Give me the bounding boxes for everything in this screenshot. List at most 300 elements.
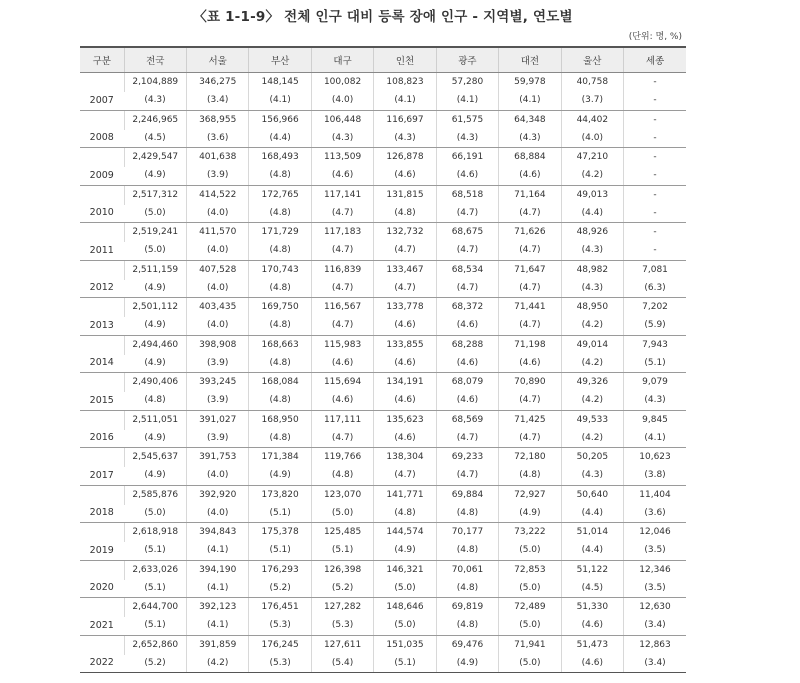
count-cell: 2,585,876 bbox=[124, 485, 186, 505]
percent-cell: (4.8) bbox=[249, 355, 311, 373]
table-row bbox=[80, 185, 686, 205]
count-cell: 48,926 bbox=[561, 223, 623, 243]
percent-cell: (4.3) bbox=[561, 280, 623, 298]
percent-cell: (4.6) bbox=[374, 430, 436, 448]
count-cell: 2,618,918 bbox=[124, 523, 186, 543]
count-cell: 9,845 bbox=[624, 410, 686, 430]
percent-cell: (4.1) bbox=[499, 92, 561, 110]
header-region: 인천 bbox=[374, 47, 436, 73]
count-cell: 116,697 bbox=[374, 110, 436, 130]
percent-cell: (5.1) bbox=[124, 580, 186, 598]
count-cell: 132,732 bbox=[374, 223, 436, 243]
count-cell: 151,035 bbox=[374, 635, 436, 655]
header-region: 대전 bbox=[499, 47, 561, 73]
count-cell: 12,630 bbox=[624, 598, 686, 618]
percent-cell: (5.0) bbox=[374, 617, 436, 635]
percent-cell: (4.2) bbox=[561, 167, 623, 185]
percent-cell: (4.9) bbox=[374, 542, 436, 560]
percent-cell: (4.6) bbox=[436, 392, 498, 410]
table-row bbox=[80, 410, 686, 430]
table-row-percent bbox=[80, 280, 686, 298]
table-row-percent bbox=[80, 355, 686, 373]
percent-cell: (4.7) bbox=[311, 430, 373, 448]
percent-cell: (5.0) bbox=[374, 580, 436, 598]
table-row bbox=[80, 223, 686, 243]
percent-cell: (4.6) bbox=[374, 167, 436, 185]
percent-cell: (5.3) bbox=[249, 617, 311, 635]
count-cell: 61,575 bbox=[436, 110, 498, 130]
year-cell: 2007 bbox=[80, 73, 124, 111]
count-cell: 70,061 bbox=[436, 560, 498, 580]
count-cell: 2,104,889 bbox=[124, 73, 186, 93]
count-cell: 12,863 bbox=[624, 635, 686, 655]
count-cell: - bbox=[624, 73, 686, 93]
unit-note: (단위: 명, %) bbox=[628, 32, 682, 42]
percent-cell: (4.6) bbox=[311, 167, 373, 185]
percent-cell: (4.5) bbox=[561, 580, 623, 598]
count-cell: 108,823 bbox=[374, 73, 436, 93]
count-cell: 171,729 bbox=[249, 223, 311, 243]
header-region: 대구 bbox=[311, 47, 373, 73]
count-cell: 168,084 bbox=[249, 373, 311, 393]
count-cell: 176,293 bbox=[249, 560, 311, 580]
table-row bbox=[80, 298, 686, 318]
percent-cell: (4.3) bbox=[561, 467, 623, 485]
count-cell: 123,070 bbox=[311, 485, 373, 505]
percent-cell: (4.5) bbox=[124, 130, 186, 148]
percent-cell: (3.9) bbox=[186, 430, 248, 448]
table-row-percent bbox=[80, 655, 686, 673]
count-cell: 134,191 bbox=[374, 373, 436, 393]
count-cell: - bbox=[624, 110, 686, 130]
percent-cell: (4.8) bbox=[249, 205, 311, 223]
year-cell: 2008 bbox=[80, 110, 124, 148]
percent-cell: (4.8) bbox=[436, 580, 498, 598]
percent-cell: (4.8) bbox=[249, 167, 311, 185]
percent-cell: (4.3) bbox=[624, 392, 686, 410]
count-cell: 44,402 bbox=[561, 110, 623, 130]
count-cell: 126,878 bbox=[374, 148, 436, 168]
percent-cell: (4.7) bbox=[374, 242, 436, 260]
percent-cell: (4.2) bbox=[561, 317, 623, 335]
table-row-percent bbox=[80, 392, 686, 410]
percent-cell: (4.9) bbox=[124, 467, 186, 485]
count-cell: 393,245 bbox=[186, 373, 248, 393]
count-cell: 11,404 bbox=[624, 485, 686, 505]
count-cell: 50,205 bbox=[561, 448, 623, 468]
count-cell: 71,198 bbox=[499, 335, 561, 355]
count-cell: 117,111 bbox=[311, 410, 373, 430]
count-cell: 2,545,637 bbox=[124, 448, 186, 468]
percent-cell: (4.3) bbox=[499, 130, 561, 148]
percent-cell: (4.9) bbox=[249, 467, 311, 485]
percent-cell: (4.7) bbox=[436, 242, 498, 260]
percent-cell: (4.6) bbox=[436, 355, 498, 373]
percent-cell: (4.6) bbox=[311, 392, 373, 410]
percent-cell: (4.3) bbox=[311, 130, 373, 148]
count-cell: 72,489 bbox=[499, 598, 561, 618]
count-cell: 116,567 bbox=[311, 298, 373, 318]
percent-cell: (4.1) bbox=[186, 617, 248, 635]
percent-cell: (4.8) bbox=[374, 505, 436, 523]
percent-cell: (4.6) bbox=[374, 317, 436, 335]
percent-cell: (4.2) bbox=[561, 430, 623, 448]
count-cell: 2,501,112 bbox=[124, 298, 186, 318]
year-cell: 2020 bbox=[80, 560, 124, 598]
percent-cell: (4.7) bbox=[374, 280, 436, 298]
header-row bbox=[80, 47, 686, 73]
percent-cell: (4.0) bbox=[186, 505, 248, 523]
percent-cell: (5.0) bbox=[311, 505, 373, 523]
percent-cell: (4.4) bbox=[249, 130, 311, 148]
percent-cell: (3.9) bbox=[186, 167, 248, 185]
year-cell: 2014 bbox=[80, 335, 124, 373]
count-cell: 2,490,406 bbox=[124, 373, 186, 393]
count-cell: 119,766 bbox=[311, 448, 373, 468]
count-cell: 69,476 bbox=[436, 635, 498, 655]
count-cell: 144,574 bbox=[374, 523, 436, 543]
count-cell: 106,448 bbox=[311, 110, 373, 130]
count-cell: 148,145 bbox=[249, 73, 311, 93]
header-region: 전국 bbox=[124, 47, 186, 73]
count-cell: 2,429,547 bbox=[124, 148, 186, 168]
percent-cell: (3.4) bbox=[186, 92, 248, 110]
header-region: 광주 bbox=[436, 47, 498, 73]
table-row bbox=[80, 73, 686, 93]
header-region: 세종 bbox=[624, 47, 686, 73]
count-cell: 2,652,860 bbox=[124, 635, 186, 655]
year-cell: 2018 bbox=[80, 485, 124, 523]
percent-cell: (5.9) bbox=[624, 317, 686, 335]
percent-cell: (3.7) bbox=[561, 92, 623, 110]
count-cell: 392,920 bbox=[186, 485, 248, 505]
percent-cell: (4.7) bbox=[311, 280, 373, 298]
percent-cell: (4.0) bbox=[561, 130, 623, 148]
table-row-percent bbox=[80, 542, 686, 560]
percent-cell: (4.7) bbox=[499, 280, 561, 298]
header-category: 구분 bbox=[80, 47, 124, 73]
percent-cell: (6.3) bbox=[624, 280, 686, 298]
count-cell: 68,534 bbox=[436, 260, 498, 280]
count-cell: 391,753 bbox=[186, 448, 248, 468]
disability-population-table bbox=[80, 46, 686, 673]
year-cell: 2009 bbox=[80, 148, 124, 186]
percent-cell: (4.7) bbox=[436, 205, 498, 223]
table-row bbox=[80, 335, 686, 355]
count-cell: 133,855 bbox=[374, 335, 436, 355]
count-cell: 68,288 bbox=[436, 335, 498, 355]
percent-cell: (4.8) bbox=[436, 617, 498, 635]
table-header bbox=[80, 47, 686, 73]
percent-cell: (4.1) bbox=[249, 92, 311, 110]
count-cell: 69,819 bbox=[436, 598, 498, 618]
table-row-percent bbox=[80, 167, 686, 185]
table-row bbox=[80, 148, 686, 168]
percent-cell: (4.6) bbox=[561, 617, 623, 635]
percent-cell: (4.6) bbox=[499, 355, 561, 373]
percent-cell: (5.0) bbox=[124, 242, 186, 260]
count-cell: 51,330 bbox=[561, 598, 623, 618]
count-cell: 2,246,965 bbox=[124, 110, 186, 130]
percent-cell: (5.1) bbox=[624, 355, 686, 373]
percent-cell: (3.9) bbox=[186, 392, 248, 410]
count-cell: 173,820 bbox=[249, 485, 311, 505]
year-cell: 2013 bbox=[80, 298, 124, 336]
table-row-percent bbox=[80, 467, 686, 485]
count-cell: 115,694 bbox=[311, 373, 373, 393]
table-row bbox=[80, 448, 686, 468]
count-cell: 141,771 bbox=[374, 485, 436, 505]
percent-cell: (4.7) bbox=[499, 242, 561, 260]
percent-cell: (4.3) bbox=[436, 130, 498, 148]
count-cell: 72,927 bbox=[499, 485, 561, 505]
percent-cell: (3.5) bbox=[624, 542, 686, 560]
percent-cell: (4.6) bbox=[374, 355, 436, 373]
percent-cell: (4.8) bbox=[436, 505, 498, 523]
table-row bbox=[80, 598, 686, 618]
percent-cell: (4.1) bbox=[624, 430, 686, 448]
count-cell: 391,859 bbox=[186, 635, 248, 655]
percent-cell: (4.1) bbox=[436, 92, 498, 110]
percent-cell: (4.8) bbox=[436, 542, 498, 560]
document-page bbox=[80, 0, 686, 673]
count-cell: 138,304 bbox=[374, 448, 436, 468]
count-cell: 68,569 bbox=[436, 410, 498, 430]
count-cell: 403,435 bbox=[186, 298, 248, 318]
count-cell: - bbox=[624, 185, 686, 205]
year-cell: 2016 bbox=[80, 410, 124, 448]
count-cell: 71,425 bbox=[499, 410, 561, 430]
percent-cell: - bbox=[624, 205, 686, 223]
percent-cell: (4.1) bbox=[374, 92, 436, 110]
percent-cell: (4.8) bbox=[249, 430, 311, 448]
percent-cell: (4.9) bbox=[124, 280, 186, 298]
percent-cell: (4.0) bbox=[186, 205, 248, 223]
percent-cell: (5.0) bbox=[499, 580, 561, 598]
percent-cell: (3.9) bbox=[186, 355, 248, 373]
count-cell: 170,743 bbox=[249, 260, 311, 280]
count-cell: 50,640 bbox=[561, 485, 623, 505]
count-cell: 48,982 bbox=[561, 260, 623, 280]
count-cell: 391,027 bbox=[186, 410, 248, 430]
count-cell: 68,079 bbox=[436, 373, 498, 393]
count-cell: 148,646 bbox=[374, 598, 436, 618]
count-cell: 168,950 bbox=[249, 410, 311, 430]
table-row-percent bbox=[80, 205, 686, 223]
percent-cell: (4.8) bbox=[249, 317, 311, 335]
count-cell: 146,321 bbox=[374, 560, 436, 580]
percent-cell: (4.7) bbox=[436, 430, 498, 448]
table-title: 〈표 1-1-9〉 전체 인구 대비 등록 장애 인구 - 지역별, 연도별 bbox=[193, 9, 573, 25]
count-cell: 168,663 bbox=[249, 335, 311, 355]
table-row-percent bbox=[80, 430, 686, 448]
percent-cell: (4.7) bbox=[436, 280, 498, 298]
count-cell: 115,983 bbox=[311, 335, 373, 355]
count-cell: 2,517,312 bbox=[124, 185, 186, 205]
count-cell: 398,908 bbox=[186, 335, 248, 355]
percent-cell: (4.4) bbox=[561, 205, 623, 223]
percent-cell: (5.1) bbox=[124, 542, 186, 560]
count-cell: 411,570 bbox=[186, 223, 248, 243]
percent-cell: (4.9) bbox=[124, 355, 186, 373]
count-cell: 69,233 bbox=[436, 448, 498, 468]
count-cell: 116,839 bbox=[311, 260, 373, 280]
percent-cell: (4.3) bbox=[561, 242, 623, 260]
count-cell: 7,081 bbox=[624, 260, 686, 280]
percent-cell: (5.0) bbox=[124, 505, 186, 523]
header-region: 부산 bbox=[249, 47, 311, 73]
count-cell: 68,372 bbox=[436, 298, 498, 318]
percent-cell: (4.6) bbox=[436, 317, 498, 335]
table-row bbox=[80, 485, 686, 505]
percent-cell: (4.6) bbox=[436, 167, 498, 185]
percent-cell: (4.1) bbox=[186, 542, 248, 560]
table-row-percent bbox=[80, 617, 686, 635]
year-cell: 2021 bbox=[80, 598, 124, 636]
count-cell: 117,183 bbox=[311, 223, 373, 243]
count-cell: 40,758 bbox=[561, 73, 623, 93]
count-cell: 125,485 bbox=[311, 523, 373, 543]
count-cell: 113,509 bbox=[311, 148, 373, 168]
percent-cell: - bbox=[624, 167, 686, 185]
count-cell: 71,441 bbox=[499, 298, 561, 318]
percent-cell: (5.1) bbox=[249, 505, 311, 523]
count-cell: 414,522 bbox=[186, 185, 248, 205]
percent-cell: (5.0) bbox=[499, 617, 561, 635]
percent-cell: (5.0) bbox=[499, 542, 561, 560]
year-cell: 2022 bbox=[80, 635, 124, 673]
count-cell: 394,190 bbox=[186, 560, 248, 580]
count-cell: 171,384 bbox=[249, 448, 311, 468]
percent-cell: (4.7) bbox=[499, 317, 561, 335]
percent-cell: (5.4) bbox=[311, 655, 373, 673]
percent-cell: (4.0) bbox=[186, 242, 248, 260]
count-cell: 2,494,460 bbox=[124, 335, 186, 355]
count-cell: 59,978 bbox=[499, 73, 561, 93]
header-region: 울산 bbox=[561, 47, 623, 73]
percent-cell: (4.4) bbox=[561, 505, 623, 523]
count-cell: 368,955 bbox=[186, 110, 248, 130]
table-row bbox=[80, 635, 686, 655]
percent-cell: (4.8) bbox=[249, 392, 311, 410]
count-cell: 127,611 bbox=[311, 635, 373, 655]
table-row-percent bbox=[80, 242, 686, 260]
percent-cell: (5.2) bbox=[124, 655, 186, 673]
percent-cell: (4.3) bbox=[124, 92, 186, 110]
percent-cell: (4.8) bbox=[124, 392, 186, 410]
percent-cell: (5.0) bbox=[499, 655, 561, 673]
percent-cell: (5.2) bbox=[311, 580, 373, 598]
count-cell: 71,164 bbox=[499, 185, 561, 205]
count-cell: 47,210 bbox=[561, 148, 623, 168]
percent-cell: (3.6) bbox=[624, 505, 686, 523]
count-cell: 346,275 bbox=[186, 73, 248, 93]
table-row-percent bbox=[80, 317, 686, 335]
percent-cell: (4.8) bbox=[249, 242, 311, 260]
count-cell: 68,675 bbox=[436, 223, 498, 243]
count-cell: 68,884 bbox=[499, 148, 561, 168]
count-cell: 172,765 bbox=[249, 185, 311, 205]
year-cell: 2017 bbox=[80, 448, 124, 486]
table-row bbox=[80, 260, 686, 280]
percent-cell: (4.6) bbox=[561, 655, 623, 673]
percent-cell: (5.1) bbox=[311, 542, 373, 560]
table-row-percent bbox=[80, 505, 686, 523]
count-cell: 133,778 bbox=[374, 298, 436, 318]
count-cell: 401,638 bbox=[186, 148, 248, 168]
percent-cell: (4.7) bbox=[499, 205, 561, 223]
percent-cell: (4.7) bbox=[436, 467, 498, 485]
percent-cell: (5.1) bbox=[374, 655, 436, 673]
count-cell: 72,180 bbox=[499, 448, 561, 468]
count-cell: 7,943 bbox=[624, 335, 686, 355]
percent-cell: (4.6) bbox=[374, 392, 436, 410]
count-cell: 71,647 bbox=[499, 260, 561, 280]
count-cell: 70,890 bbox=[499, 373, 561, 393]
year-cell: 2012 bbox=[80, 260, 124, 298]
percent-cell: (4.2) bbox=[186, 655, 248, 673]
percent-cell: - bbox=[624, 130, 686, 148]
count-cell: 71,941 bbox=[499, 635, 561, 655]
count-cell: 133,467 bbox=[374, 260, 436, 280]
percent-cell: (4.1) bbox=[186, 580, 248, 598]
percent-cell: (4.8) bbox=[249, 280, 311, 298]
count-cell: 51,014 bbox=[561, 523, 623, 543]
percent-cell: (3.4) bbox=[624, 617, 686, 635]
count-cell: 69,884 bbox=[436, 485, 498, 505]
table-row-percent bbox=[80, 130, 686, 148]
percent-cell: (4.7) bbox=[374, 467, 436, 485]
count-cell: 131,815 bbox=[374, 185, 436, 205]
header-region: 서울 bbox=[186, 47, 248, 73]
year-cell: 2010 bbox=[80, 185, 124, 223]
percent-cell: (3.8) bbox=[624, 467, 686, 485]
percent-cell: (3.6) bbox=[186, 130, 248, 148]
percent-cell: (4.6) bbox=[311, 355, 373, 373]
percent-cell: (4.0) bbox=[186, 317, 248, 335]
percent-cell: (4.0) bbox=[311, 92, 373, 110]
percent-cell: (4.0) bbox=[186, 280, 248, 298]
percent-cell: (3.4) bbox=[624, 655, 686, 673]
count-cell: 57,280 bbox=[436, 73, 498, 93]
percent-cell: (4.9) bbox=[124, 167, 186, 185]
count-cell: 9,079 bbox=[624, 373, 686, 393]
count-cell: 2,511,159 bbox=[124, 260, 186, 280]
percent-cell: (5.3) bbox=[311, 617, 373, 635]
count-cell: 168,493 bbox=[249, 148, 311, 168]
count-cell: 49,533 bbox=[561, 410, 623, 430]
table-row bbox=[80, 110, 686, 130]
year-cell: 2019 bbox=[80, 523, 124, 561]
count-cell: 407,528 bbox=[186, 260, 248, 280]
percent-cell: (4.7) bbox=[499, 430, 561, 448]
count-cell: 12,346 bbox=[624, 560, 686, 580]
percent-cell: (4.7) bbox=[499, 392, 561, 410]
count-cell: 70,177 bbox=[436, 523, 498, 543]
table-row bbox=[80, 523, 686, 543]
count-cell: 49,013 bbox=[561, 185, 623, 205]
year-cell: 2011 bbox=[80, 223, 124, 261]
count-cell: 10,623 bbox=[624, 448, 686, 468]
percent-cell: - bbox=[624, 92, 686, 110]
count-cell: 127,282 bbox=[311, 598, 373, 618]
percent-cell: (4.6) bbox=[499, 167, 561, 185]
percent-cell: (4.2) bbox=[561, 392, 623, 410]
table-row bbox=[80, 560, 686, 580]
percent-cell: (4.3) bbox=[374, 130, 436, 148]
count-cell: 100,082 bbox=[311, 73, 373, 93]
count-cell: 71,626 bbox=[499, 223, 561, 243]
